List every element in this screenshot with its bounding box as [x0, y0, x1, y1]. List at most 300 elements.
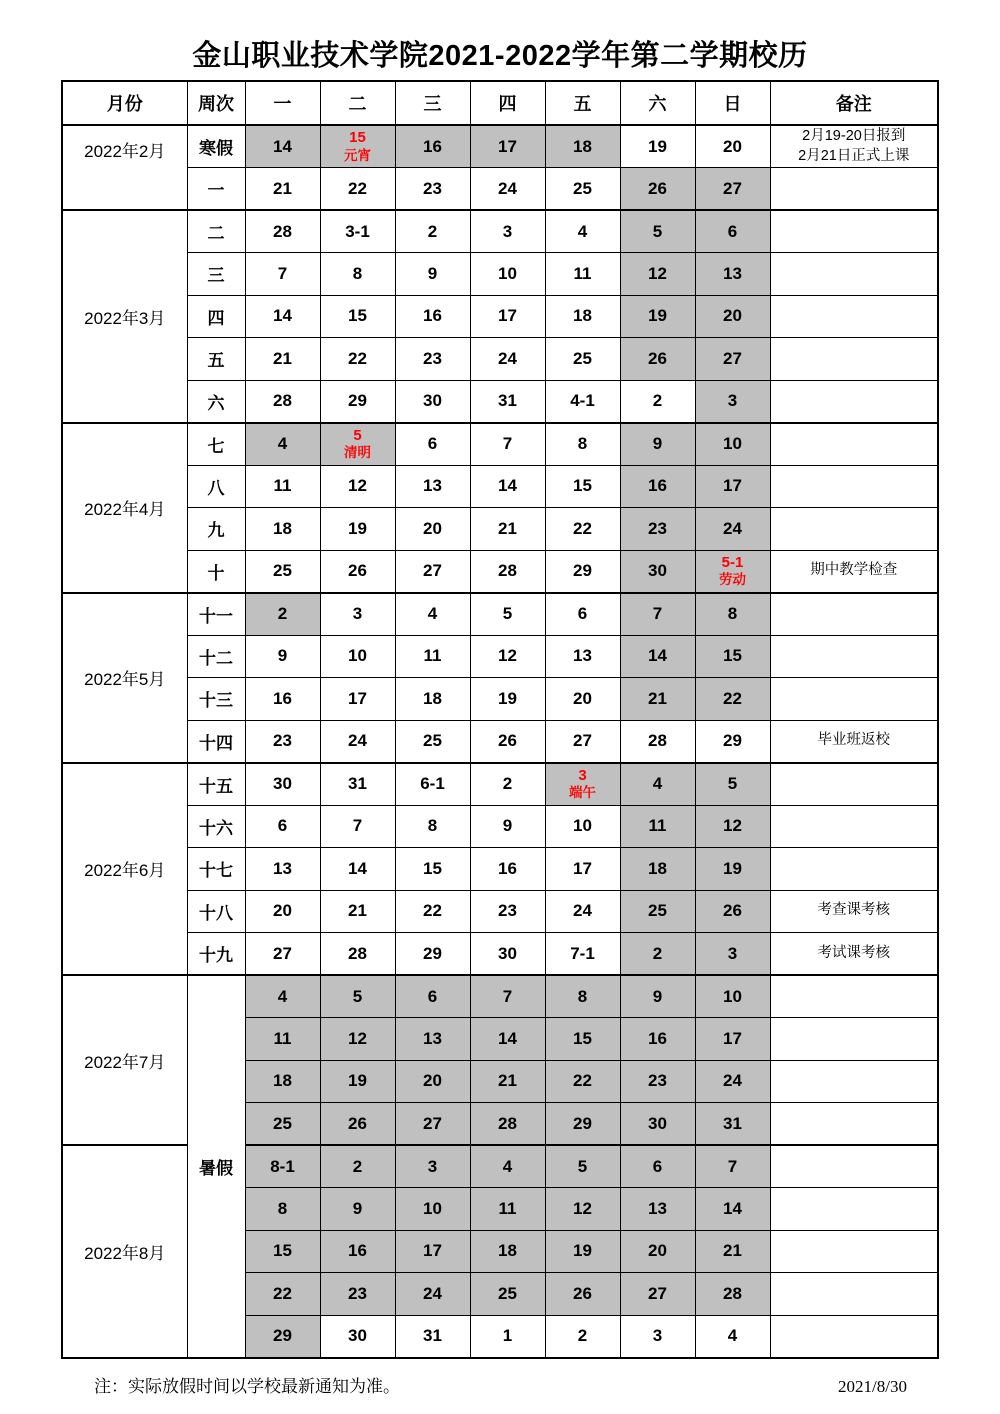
day-cell: 21 — [470, 1060, 545, 1103]
day-cell: 14 — [245, 125, 320, 168]
month-cell: 2022年7月 — [62, 975, 187, 1145]
note-cell — [770, 593, 938, 636]
day-cell: 2 — [395, 210, 470, 253]
day-cell: 23 — [395, 168, 470, 211]
day-cell: 18 — [545, 295, 620, 338]
day-cell: 2 — [620, 380, 695, 423]
day-cell: 7 — [470, 975, 545, 1018]
day-cell: 13 — [395, 1018, 470, 1061]
day-cell: 31 — [695, 1103, 770, 1146]
day-cell: 3 — [620, 1315, 695, 1358]
calendar-row — [62, 423, 938, 466]
day-cell: 21 — [320, 890, 395, 933]
day-cell: 9 — [245, 635, 320, 678]
day-cell: 22 — [545, 1060, 620, 1103]
day-cell: 27 — [395, 1103, 470, 1146]
week-cell: 五 — [187, 338, 245, 381]
day-cell: 16 — [620, 1018, 695, 1061]
day-cell: 21 — [620, 678, 695, 721]
day-cell: 21 — [470, 508, 545, 551]
day-cell: 22 — [320, 338, 395, 381]
day-cell: 28 — [245, 380, 320, 423]
week-cell: 四 — [187, 295, 245, 338]
week-cell: 十一 — [187, 593, 245, 636]
day-cell: 20 — [545, 678, 620, 721]
day-cell: 15 — [245, 1230, 320, 1273]
day-cell: 29 — [320, 380, 395, 423]
day-cell: 3 — [695, 933, 770, 976]
calendar-row — [62, 210, 938, 253]
day-cell: 6-1 — [395, 763, 470, 806]
day-cell: 16 — [245, 678, 320, 721]
day-cell: 6 — [245, 805, 320, 848]
note-cell: 考试课考核 — [770, 933, 938, 976]
calendar-row — [62, 550, 938, 593]
week-cell: 十六 — [187, 805, 245, 848]
day-cell: 12 — [620, 253, 695, 296]
day-cell: 31 — [395, 1315, 470, 1358]
week-cell: 一 — [187, 168, 245, 211]
day-cell: 23 — [620, 1060, 695, 1103]
day-cell: 25 — [245, 550, 320, 593]
day-cell: 24 — [695, 1060, 770, 1103]
day-cell: 5 — [320, 975, 395, 1018]
day-cell: 25 — [545, 338, 620, 381]
holiday-name: 端午 — [569, 785, 596, 801]
day-cell: 20 — [620, 1230, 695, 1273]
day-cell: 3 — [395, 1145, 470, 1188]
day-cell: 23 — [470, 890, 545, 933]
day-cell: 20 — [695, 295, 770, 338]
note-cell — [770, 295, 938, 338]
holiday-date: 3 — [578, 766, 587, 784]
day-cell: 21 — [695, 1230, 770, 1273]
calendar-row — [62, 593, 938, 636]
day-cell: 19 — [470, 678, 545, 721]
day-cell: 29 — [695, 720, 770, 763]
week-cell: 十二 — [187, 635, 245, 678]
day-cell: 11 — [395, 635, 470, 678]
note-cell: 毕业班返校 — [770, 720, 938, 763]
holiday-date: 5 — [353, 426, 362, 444]
day-cell: 19 — [545, 1230, 620, 1273]
day-cell: 13 — [545, 635, 620, 678]
calendar-row — [62, 465, 938, 508]
day-cell: 23 — [395, 338, 470, 381]
day-cell: 2 — [545, 1315, 620, 1358]
day-cell: 15 — [320, 295, 395, 338]
calendar-body — [62, 125, 938, 1358]
calendar-row — [62, 678, 938, 721]
day-cell: 10 — [545, 805, 620, 848]
day-cell: 29 — [545, 550, 620, 593]
day-cell: 14 — [470, 1018, 545, 1061]
day-cell: 18 — [395, 678, 470, 721]
day-cell: 16 — [320, 1230, 395, 1273]
note-cell — [770, 805, 938, 848]
day-cell: 2 — [470, 763, 545, 806]
day-cell: 26 — [320, 550, 395, 593]
day-cell: 6 — [545, 593, 620, 636]
calendar-table — [61, 80, 939, 1359]
note-cell — [770, 635, 938, 678]
note-cell — [770, 465, 938, 508]
day-cell: 10 — [470, 253, 545, 296]
day-cell: 15 — [545, 1018, 620, 1061]
day-cell: 14 — [695, 1188, 770, 1231]
day-cell: 17 — [545, 848, 620, 891]
day-cell: 28 — [695, 1273, 770, 1316]
day-cell: 28 — [320, 933, 395, 976]
calendar-row — [62, 805, 938, 848]
day-cell: 9 — [620, 975, 695, 1018]
day-cell: 30 — [320, 1315, 395, 1358]
holiday-day-cell — [320, 423, 395, 466]
week-cell: 十三 — [187, 678, 245, 721]
day-cell: 11 — [470, 1188, 545, 1231]
day-cell: 10 — [395, 1188, 470, 1231]
day-cell: 11 — [245, 465, 320, 508]
day-cell: 22 — [245, 1273, 320, 1316]
calendar-row — [62, 848, 938, 891]
day-cell: 17 — [395, 1230, 470, 1273]
calendar-row — [62, 125, 938, 168]
day-cell: 14 — [620, 635, 695, 678]
column-header: 三 — [395, 81, 470, 125]
day-cell: 12 — [695, 805, 770, 848]
day-cell: 22 — [545, 508, 620, 551]
day-cell: 30 — [395, 380, 470, 423]
week-cell: 二 — [187, 210, 245, 253]
calendar-row — [62, 890, 938, 933]
day-cell: 29 — [545, 1103, 620, 1146]
day-cell: 19 — [320, 508, 395, 551]
note-cell — [770, 380, 938, 423]
day-cell: 19 — [320, 1060, 395, 1103]
day-cell: 5 — [470, 593, 545, 636]
note-cell — [770, 168, 938, 211]
calendar-row — [62, 338, 938, 381]
day-cell: 20 — [245, 890, 320, 933]
day-cell: 19 — [620, 295, 695, 338]
day-cell: 18 — [545, 125, 620, 168]
calendar-row — [62, 508, 938, 551]
week-cell: 十五 — [187, 763, 245, 806]
day-cell: 2 — [620, 933, 695, 976]
day-cell: 18 — [620, 848, 695, 891]
day-cell: 23 — [320, 1273, 395, 1316]
column-header: 日 — [695, 81, 770, 125]
day-cell: 22 — [695, 678, 770, 721]
holiday-date: 15 — [349, 129, 366, 147]
calendar-row — [62, 253, 938, 296]
day-cell: 15 — [545, 465, 620, 508]
week-cell: 寒假 — [187, 125, 245, 168]
day-cell: 9 — [620, 423, 695, 466]
week-cell: 十四 — [187, 720, 245, 763]
day-cell: 12 — [545, 1188, 620, 1231]
note-cell — [770, 1315, 938, 1358]
calendar-row — [62, 975, 938, 1018]
week-cell: 十八 — [187, 890, 245, 933]
day-cell: 4 — [695, 1315, 770, 1358]
note-line: 2月21日正式上课 — [798, 147, 910, 164]
day-cell: 11 — [545, 253, 620, 296]
calendar-row — [62, 763, 938, 806]
day-cell: 1 — [470, 1315, 545, 1358]
day-cell: 13 — [245, 848, 320, 891]
day-cell: 25 — [545, 168, 620, 211]
footnote: 注：实际放假时间以学校最新通知为准。 — [94, 1377, 400, 1396]
day-cell: 3 — [695, 380, 770, 423]
calendar-row — [62, 168, 938, 211]
day-cell: 12 — [320, 1018, 395, 1061]
day-cell: 20 — [395, 508, 470, 551]
holiday-date: 5-1 — [721, 553, 744, 571]
day-cell: 18 — [245, 1060, 320, 1103]
day-cell: 4 — [395, 593, 470, 636]
day-cell: 5 — [545, 1145, 620, 1188]
holiday-day-cell — [320, 125, 395, 168]
day-cell: 26 — [620, 338, 695, 381]
day-cell: 7 — [470, 423, 545, 466]
holiday-name: 元宵 — [344, 147, 371, 163]
day-cell: 25 — [395, 720, 470, 763]
note-cell — [770, 1145, 938, 1188]
day-cell: 29 — [395, 933, 470, 976]
day-cell: 22 — [395, 890, 470, 933]
day-cell: 30 — [620, 1103, 695, 1146]
day-cell: 10 — [695, 423, 770, 466]
holiday-name: 清明 — [344, 445, 371, 461]
day-cell: 17 — [320, 678, 395, 721]
note-cell — [770, 423, 938, 466]
day-cell: 26 — [470, 720, 545, 763]
day-cell: 7 — [320, 805, 395, 848]
day-cell: 7 — [695, 1145, 770, 1188]
month-cell: 2022年2月 — [62, 125, 187, 210]
day-cell: 5 — [620, 210, 695, 253]
note-cell — [770, 1230, 938, 1273]
note-cell — [770, 1018, 938, 1061]
day-cell: 17 — [470, 125, 545, 168]
day-cell: 30 — [245, 763, 320, 806]
note-cell — [770, 848, 938, 891]
calendar-row — [62, 295, 938, 338]
day-cell: 23 — [245, 720, 320, 763]
note-cell — [770, 210, 938, 253]
note-cell — [770, 508, 938, 551]
page-title: 金山职业技术学院2021-2022学年第二学期校历 — [192, 40, 808, 72]
day-cell: 26 — [320, 1103, 395, 1146]
note-cell — [770, 338, 938, 381]
day-cell: 17 — [695, 1018, 770, 1061]
day-cell: 3 — [470, 210, 545, 253]
column-header: 月份 — [62, 81, 187, 125]
calendar-row — [62, 380, 938, 423]
note-cell — [770, 975, 938, 1018]
day-cell: 4 — [245, 423, 320, 466]
day-cell: 17 — [695, 465, 770, 508]
day-cell: 18 — [470, 1230, 545, 1273]
day-cell: 7-1 — [545, 933, 620, 976]
day-cell: 21 — [245, 168, 320, 211]
day-cell: 16 — [470, 848, 545, 891]
day-cell: 26 — [620, 168, 695, 211]
note-cell: 考查课考核 — [770, 890, 938, 933]
day-cell: 9 — [320, 1188, 395, 1231]
day-cell: 3-1 — [320, 210, 395, 253]
day-cell: 7 — [245, 253, 320, 296]
day-cell: 10 — [695, 975, 770, 1018]
day-cell: 6 — [695, 210, 770, 253]
day-cell: 25 — [620, 890, 695, 933]
day-cell: 19 — [620, 125, 695, 168]
note-cell — [770, 1273, 938, 1316]
day-cell: 6 — [620, 1145, 695, 1188]
day-cell: 24 — [470, 338, 545, 381]
column-header: 四 — [470, 81, 545, 125]
day-cell: 27 — [695, 338, 770, 381]
day-cell: 16 — [620, 465, 695, 508]
day-cell: 9 — [470, 805, 545, 848]
day-cell: 13 — [620, 1188, 695, 1231]
day-cell: 28 — [245, 210, 320, 253]
week-cell: 十七 — [187, 848, 245, 891]
day-cell: 15 — [395, 848, 470, 891]
week-cell: 十 — [187, 550, 245, 593]
day-cell: 27 — [395, 550, 470, 593]
note-cell — [770, 125, 938, 168]
day-cell: 26 — [545, 1273, 620, 1316]
day-cell: 8 — [245, 1188, 320, 1231]
day-cell: 11 — [245, 1018, 320, 1061]
day-cell: 25 — [470, 1273, 545, 1316]
day-cell: 20 — [395, 1060, 470, 1103]
day-cell: 26 — [695, 890, 770, 933]
note-cell — [770, 1103, 938, 1146]
day-cell: 16 — [395, 125, 470, 168]
day-cell: 28 — [620, 720, 695, 763]
day-cell: 21 — [245, 338, 320, 381]
calendar-row — [62, 720, 938, 763]
day-cell: 25 — [245, 1103, 320, 1146]
note-cell: 期中教学检查 — [770, 550, 938, 593]
day-cell: 27 — [620, 1273, 695, 1316]
week-cell: 六 — [187, 380, 245, 423]
footer — [61, 1372, 937, 1397]
day-cell: 11 — [620, 805, 695, 848]
day-cell: 8 — [545, 423, 620, 466]
column-header: 一 — [245, 81, 320, 125]
day-cell: 13 — [395, 465, 470, 508]
day-cell: 8 — [695, 593, 770, 636]
day-cell: 8 — [395, 805, 470, 848]
header-row — [62, 81, 938, 125]
day-cell: 8 — [320, 253, 395, 296]
day-cell: 30 — [470, 933, 545, 976]
day-cell: 31 — [470, 380, 545, 423]
day-cell: 12 — [470, 635, 545, 678]
day-cell: 28 — [470, 550, 545, 593]
note-cell — [770, 253, 938, 296]
day-cell: 2 — [245, 593, 320, 636]
day-cell: 17 — [470, 295, 545, 338]
day-cell: 23 — [620, 508, 695, 551]
day-cell: 19 — [695, 848, 770, 891]
week-cell: 十九 — [187, 933, 245, 976]
holiday-name: 劳动 — [719, 572, 746, 588]
day-cell: 3 — [320, 593, 395, 636]
day-cell: 31 — [320, 763, 395, 806]
note-cell — [770, 1188, 938, 1231]
day-cell: 4 — [545, 210, 620, 253]
month-cell: 2022年5月 — [62, 593, 187, 763]
day-cell: 5 — [695, 763, 770, 806]
note-cell — [770, 678, 938, 721]
day-cell: 24 — [470, 168, 545, 211]
day-cell: 29 — [245, 1315, 320, 1358]
day-cell: 14 — [470, 465, 545, 508]
day-cell: 27 — [545, 720, 620, 763]
week-cell: 八 — [187, 465, 245, 508]
day-cell: 28 — [470, 1103, 545, 1146]
note-line: 2月19-20日报到 — [802, 127, 906, 144]
holiday-day-cell — [545, 763, 620, 806]
column-header: 备注 — [770, 81, 938, 125]
day-cell: 14 — [320, 848, 395, 891]
day-cell: 4 — [245, 975, 320, 1018]
day-cell: 4 — [470, 1145, 545, 1188]
day-cell: 8-1 — [245, 1145, 320, 1188]
day-cell: 2 — [320, 1145, 395, 1188]
day-cell: 13 — [695, 253, 770, 296]
month-cell: 2022年4月 — [62, 423, 187, 593]
holiday-day-cell — [695, 550, 770, 593]
day-cell: 9 — [395, 253, 470, 296]
calendar-row — [62, 933, 938, 976]
day-cell: 8 — [545, 975, 620, 1018]
day-cell: 24 — [395, 1273, 470, 1316]
note-cell — [770, 1060, 938, 1103]
summer-break-cell: 暑假 — [187, 975, 245, 1358]
day-cell: 24 — [545, 890, 620, 933]
column-header: 周次 — [187, 81, 245, 125]
week-cell: 三 — [187, 253, 245, 296]
month-cell: 2022年3月 — [62, 210, 187, 423]
note-cell — [770, 763, 938, 806]
column-header: 二 — [320, 81, 395, 125]
day-cell: 22 — [320, 168, 395, 211]
day-cell: 6 — [395, 423, 470, 466]
week-cell: 七 — [187, 423, 245, 466]
day-cell: 15 — [695, 635, 770, 678]
day-cell: 18 — [245, 508, 320, 551]
day-cell: 7 — [620, 593, 695, 636]
day-cell: 6 — [395, 975, 470, 1018]
week-cell: 九 — [187, 508, 245, 551]
day-cell: 12 — [320, 465, 395, 508]
column-header: 五 — [545, 81, 620, 125]
day-cell: 16 — [395, 295, 470, 338]
day-cell: 4 — [620, 763, 695, 806]
day-cell: 10 — [320, 635, 395, 678]
revision-date: 2021/8/30 — [838, 1377, 907, 1396]
day-cell: 27 — [245, 933, 320, 976]
day-cell: 14 — [245, 295, 320, 338]
month-cell: 2022年6月 — [62, 763, 187, 976]
day-cell: 4-1 — [545, 380, 620, 423]
